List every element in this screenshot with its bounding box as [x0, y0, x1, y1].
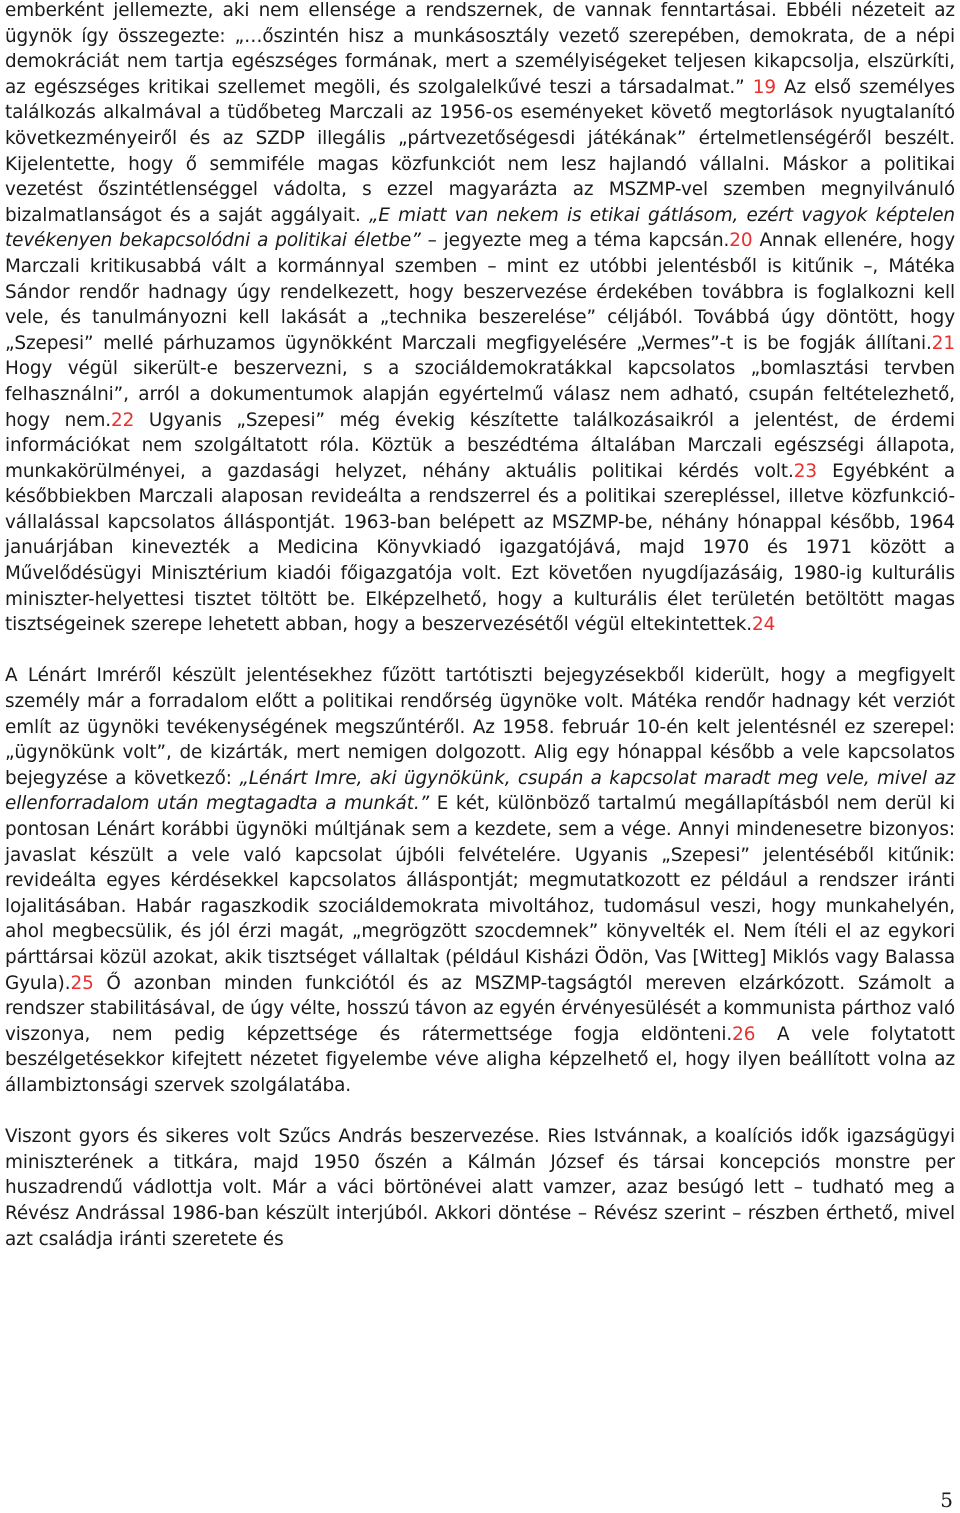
text-run: Ő azonban minden funkciótól és az MSZMP-tagságtól mereven elzárkózott. Számolt a rendszer stabilitásával, de úgy vélte, hosszú távon az egyén érvényesülését a kommunista párthoz való viszonya, nem pedig képzettsége és rátermettsége fogja eldönteni. [5, 972, 955, 1045]
text-run: emberként jellemezte, aki nem ellensége a rendszernek, de vannak fenntartásai. Ebbéli nézeteit az ügynök így összegezte: „…őszintén hisz a munkásosztály vezető szerepében, demokrata, de a népi demokráciát nem tartja egészséges formának, mert a személyiségeket teljesen kikapcsolja, elszürkíti, az egészséges kritikai szellemet megöli, és szolgalelkűvé teszi a társadalmat.” [5, 0, 955, 98]
text-run: Az első személyes találkozás alkalmával a tüdőbeteg Marczali az 1956-os eseményeket követő megtorlások nyugtalanító következményeiről és az SZDP illegális „pártvezetőségesdi játékának” értelmetlenségéről beszélt. Kijelentette, hogy ő semmiféle magas közfunkciót nem lesz hajlandó vállalni. Máskor a politikai vezetést őszintétlenséggel vádolta, s ezzel magyarázta az MSZMP-vel szemben megnyilvánuló bizalmatlanságot és a saját aggályait. [5, 76, 955, 226]
footnote-ref: 24 [752, 614, 776, 636]
paragraph-gap [5, 1099, 955, 1125]
footnote-ref: 19 [752, 76, 776, 98]
text-run: – jegyezte meg a téma kapcsán. [420, 230, 730, 252]
footnote-ref: 26 [732, 1023, 756, 1045]
footnote-ref: 22 [111, 409, 135, 431]
document-page [5, 0, 955, 1252]
text-run: A vele folytatott beszélgetésekkor kifejtett nézetet figyelembe véve aligha képzelhető el, hogy ilyen beállított volna az állambiztonsági szervek szolgálatába. [5, 1023, 956, 1096]
paragraph-gap [5, 638, 955, 664]
text-run: E két, különböző tartalmú megállapításból nem derül ki pontosan Lénárt korábbi ügynöki múltjának sem a kezdete, sem a vége. Annyi mindenesetre bizonyos: javaslat készült a vele való kapcsolat újbóli felvételére. Ugyanis „Szepesi” jelentéséből kitűnik: revideálta egyes kérdésekkel kapcsolatos álláspontját; megmutatkozott ez például a rendszer iránti lojalitásában. Habár ragaszkodik szociáldemokrata mivoltához, tudomásul veszi, hogy munkahelyén, ahol megbecsülik, és jól érzi magát, „megrögzött szocdemnek” könyvelték el. Nem ítéli el az egykori párttársai közül azokat, akik tisztséget vállaltak (például Kisházi Ödön, Vas [Witteg] Miklós vagy Balassa Gyula). [5, 793, 955, 994]
footnote-ref: 21 [931, 332, 955, 354]
text-run: Egyébként a későbbiekben Marczali alaposan revideálta a rendszerrel és a politikai szerepléssel, illetve közfunkció-vállalással kapcsolatos álláspontját. 1963-ban belépett az MSZMP-be, néhány hónappal később, 1964 januárjában kinevezték a Medicina Könyvkiadó igazgatójává, majd 1970 és 1971 között a Művelődésügyi Minisztérium kiadói főigazgatója volt. Ezt követően nyugdíjazásáig, 1980-ig kulturális miniszter-helyettesi tisztet töltött be. Elképzelhető, hogy a kulturális élet területén betöltött magas tisztségeinek szerepe lehetett abban, hogy a beszervezésétől végül eltekintettek. [5, 460, 955, 636]
italic-quote: „Lénárt Imre, aki ügynökünk, csupán a kapcsolat maradt meg vele, mivel az ellenforradalom után megtagadta a munkát.” [5, 767, 955, 815]
text-run: Ugyanis „Szepesi” még évekig készítette találkozásaikról a jelentést, de érdemi információkat nem szolgáltatott róla. Köztük a beszédtéma általában Marczali egészségi állapota, munkakörülményei, a gazdasági helyzet, néhány aktuális politikai kérdés volt. [5, 409, 955, 482]
page-number: 5 [940, 1488, 953, 1512]
text-run: A Lénárt Imréről készült jelentésekhez fűzött tartótiszti bejegyzésekből kiderült, hogy a megfigyelt személy már a forradalom előtt a politikai rendőrség ügynöke volt. Mátéka rendőr hadnagy két verziót említ az ügynöki tevékenységének megszűntéről. Az 1958. február 10-én kelt jelentésnél ez szerepel: „ügynökünk volt”, de kizárták, mert nemigen dolgozott. Alig egy hónappal később a vele kapcsolatos bejegyzése a következő: [5, 665, 955, 789]
footnote-ref: 23 [793, 460, 817, 482]
paragraph-2 [5, 663, 955, 1098]
paragraph-1 [5, 0, 955, 638]
paragraph-3 [5, 1124, 955, 1252]
text-run: Annak ellenére, hogy Marczali kritikusabbá vált a kormánnyal szemben – mint ez utóbbi jelentésből is kitűnik –, Mátéka Sándor rendőr hadnagy úgy rendelkezett, hogy beszervezése érdekében továbbra is foglalkozni kell vele, és tanulmányozni kell lakását a „technika beszerelése” céljából. Továbbá úgy döntött, hogy „Szepesi” mellé párhuzamos ügynökként Marczali megfigyelésére „Vermes”-t is be fogják állítani. [5, 230, 955, 354]
text-run: Hogy végül sikerült-e beszervezni, s a szociáldemokratákkal kapcsolatos „bomlasztási tervben felhasználni”, arról a dokumentumok alapján egyértelmű válasz nem adható, csupán feltételezhető, hogy nem. [5, 358, 955, 431]
footnote-ref: 20 [729, 230, 753, 252]
text-run: Viszont gyors és sikeres volt Szűcs András beszervezése. Ries Istvánnak, a koalíciós idők igazságügyi miniszterének a titkára, majd 1950 őszén a Kálmán József és társai koncepciós monstre per huszadrendű vádlottja volt. Már a váci börtönévei alatt vamzer, azaz besúgó lett – tudható meg a Révész Andrással 1986-ban készült interjúból. Akkori döntése – Révész szerint – részben érthető, mivel azt családja iránti szeretete és [5, 1126, 955, 1250]
footnote-ref: 25 [70, 972, 94, 994]
italic-quote: „E miatt van nekem is etikai gátlásom, ezért vagyok képtelen tevékenyen bekapcsolódni a politikai életbe” [5, 204, 955, 252]
